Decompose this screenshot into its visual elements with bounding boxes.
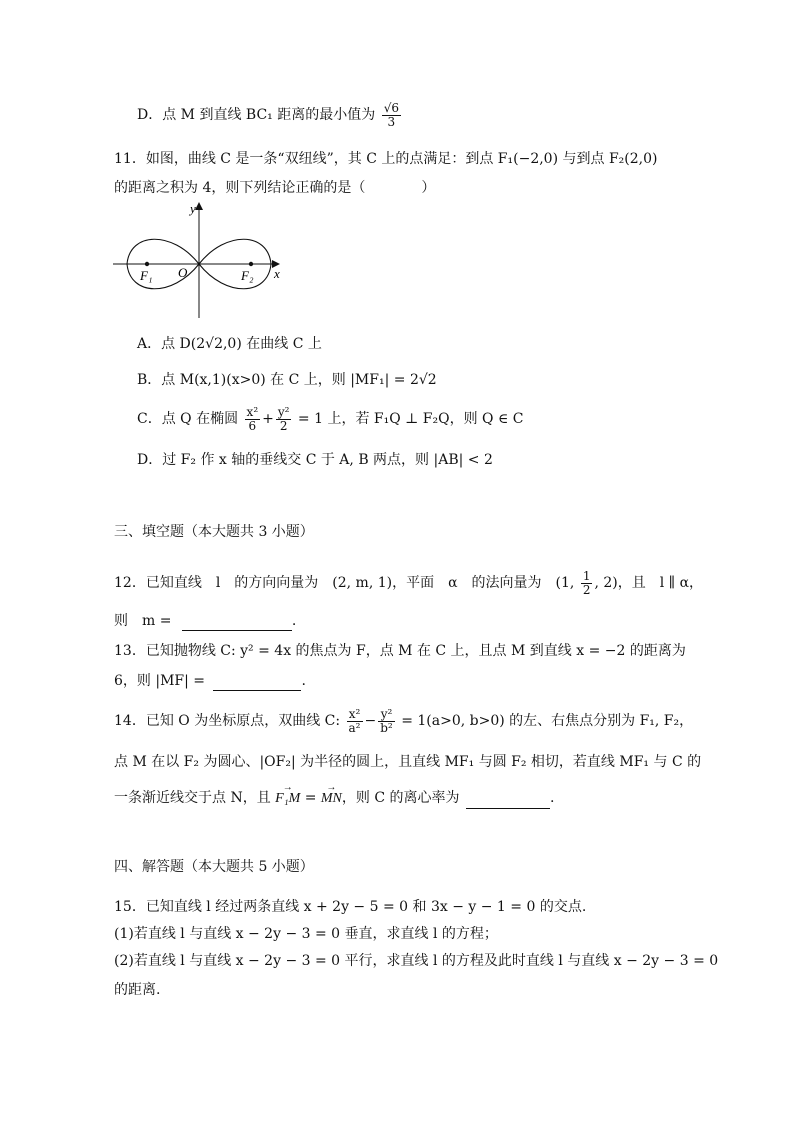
q12-line2: 则 m = . <box>114 613 297 629</box>
q15-part2: (2)若直线 l 与直线 x − 2y − 3 = 0 平行，求直线 l 的方程及此时直线 l 与直线 x − 2y − 3 = 0 <box>114 953 719 969</box>
fraction-denominator: a² <box>348 720 361 735</box>
q14-line2: 点 M 在以 F₂ 为圆心、|OF₂| 为半径的圆上，且直线 MF₁ 与圆 F₂ 相切，若直线 MF₁ 与 C 的 <box>114 754 702 770</box>
focus-f2-point <box>249 262 253 266</box>
q15-part1: (1)若直线 l 与直线 x − 2y − 3 = 0 垂直，求直线 l 的方程； <box>114 926 498 942</box>
q14-line1-a: 14．已知 O 为坐标原点，双曲线 C: <box>114 713 341 729</box>
fraction-numerator: y² <box>277 404 290 419</box>
y-axis-label: y <box>190 201 196 216</box>
section-3-title: 三、填空题（本大题共 3 小题） <box>114 524 314 540</box>
fraction-numerator: √6 <box>383 100 399 115</box>
origin-label: O <box>178 265 188 280</box>
fraction-numerator: x² <box>246 404 259 419</box>
section-4-title: 四、解答题（本大题共 5 小题） <box>114 859 314 875</box>
q11-option-d: D．过 F₂ 作 x 轴的垂线交 C 于 A, B 两点，则 |AB| < 2 <box>137 452 493 468</box>
lemniscate-figure <box>108 200 298 322</box>
q11-stem-line2: 的距离之积为 4，则下列结论正确的是（ ） <box>114 180 436 196</box>
q11-option-c: C．点 Q 在椭圆 $\frac{\text{x²}}{6}$ + $\frac{\text{y²}}{2}$ = 1 上，若 F₁Q ⊥ F₂Q，则 Q ∈ C <box>137 404 524 433</box>
fraction-denominator: 3 <box>387 114 396 129</box>
q14-answer-blank[interactable] <box>466 792 550 809</box>
q12-fraction <box>581 570 593 597</box>
fraction-denominator: 2 <box>279 418 288 433</box>
q13-line1: 13．已知抛物线 C: y² = 4x 的焦点为 F，点 M 在 C 上，且点 M 到直线 x = −2 的距离为 <box>114 643 686 659</box>
q14-line1 <box>114 705 693 737</box>
q14-line3-b: ，则 C 的离心率为 <box>341 790 460 806</box>
q11-option-b: B．点 M(x,1)(x>0) 在 C 上，则 |MF₁| = 2√2 <box>137 372 437 388</box>
q14-line3-a: 一条渐近线交于点 N，且 <box>114 790 271 806</box>
vector-f1m: → F₁M <box>275 789 300 809</box>
q13-answer-blank[interactable] <box>213 674 301 691</box>
q12-answer-blank[interactable] <box>182 614 292 631</box>
q14-frac2 <box>378 708 395 735</box>
q14-equals: = <box>304 790 317 806</box>
q15-part2-cont: 的距离. <box>114 982 161 998</box>
f1-label: F₁ <box>140 268 153 283</box>
q12-line1 <box>114 568 703 598</box>
q11-stem-line1: 11．如图，曲线 C 是一条“双纽线”，其 C 上的点满足：到点 F₁(−2,0) 与到点 F₂(2,0) <box>114 151 658 167</box>
fraction-numerator: y² <box>378 708 395 722</box>
x-axis-label: x <box>274 266 280 281</box>
focus-f1-point <box>145 262 149 266</box>
fraction-numerator: x² <box>347 708 363 722</box>
q11-option-c-post: = 1 上，若 F₁Q ⊥ F₂Q，则 Q ∈ C <box>297 411 524 427</box>
q11-option-c-frac2 <box>276 406 292 433</box>
q14-line1-b: = 1(a>0, b>0) 的左、右焦点分别为 F₁, F₂， <box>401 713 694 729</box>
q13-line2: 6，则 |MF| = . <box>114 673 306 689</box>
q12-line1-b: , 2)，且 l ∥ α， <box>594 575 704 591</box>
q14-line3: 一条渐近线交于点 N，且 → F₁M = → MN，则 C 的离心率为 . <box>114 788 554 809</box>
fraction-denominator: 6 <box>248 418 257 433</box>
q10-option-d-text: D．点 M 到直线 BC₁ 距离的最小值为 <box>137 107 376 123</box>
f2-label: F₂ <box>241 268 254 283</box>
q11-option-c-frac1 <box>245 406 261 433</box>
q15-line1: 15．已知直线 l 经过两条直线 x + 2y − 5 = 0 和 3x − y − 1 = 0 的交点. <box>114 899 587 915</box>
q14-frac1 <box>347 708 363 735</box>
q11-option-c-pre: C．点 Q 在椭圆 <box>137 411 239 427</box>
q14-minus: − <box>364 713 377 729</box>
fraction-denominator: 2 <box>582 582 591 597</box>
fraction-numerator: 1 <box>582 568 591 583</box>
q12-line1-a: 12．已知直线 l 的方向向量为 (2, m, 1)，平面 α 的法向量为 (1, <box>114 575 575 591</box>
q13-line2-text: 6，则 |MF| = <box>114 673 206 689</box>
q11-option-a: A．点 D(2√2,0) 在曲线 C 上 <box>137 336 322 352</box>
q10-option-d <box>137 100 403 130</box>
fraction-denominator: b² <box>380 720 393 735</box>
q10-option-d-fraction <box>382 102 401 129</box>
vector-mn: → MN <box>321 789 342 809</box>
q12-line2-text: 则 m = <box>114 613 172 629</box>
